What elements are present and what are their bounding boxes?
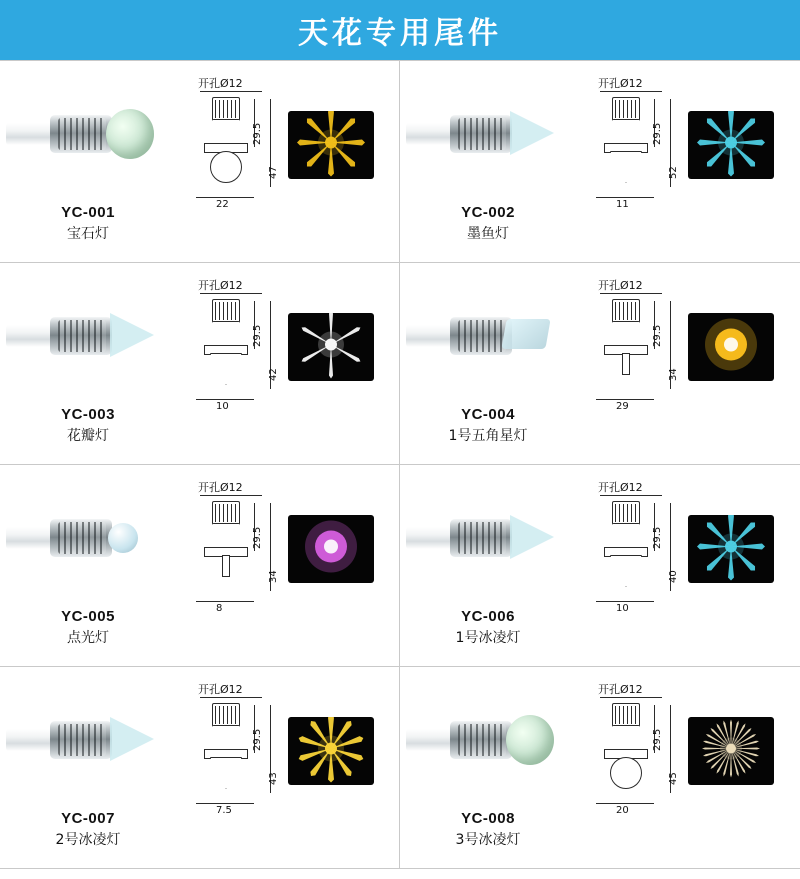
- part-outline: [204, 703, 246, 773]
- metal-housing: [50, 317, 112, 355]
- width-dim: 20: [616, 805, 629, 816]
- lens-tip: [510, 515, 554, 559]
- hole-size-label: 开孔Ø12: [198, 481, 243, 494]
- part-cap: [212, 501, 240, 525]
- part-cap: [212, 703, 240, 727]
- product-photo: [6, 689, 156, 799]
- beam-glow: [688, 515, 774, 583]
- inner-length-dim: 29.5: [252, 324, 263, 347]
- product-caption: [418, 606, 558, 648]
- beam-glow: [288, 111, 374, 179]
- metal-housing: [450, 519, 512, 557]
- hole-size-label: 开孔Ø12: [598, 279, 643, 292]
- inner-length-dim: 29.5: [252, 526, 263, 549]
- beam-glow: [288, 313, 374, 381]
- width-dim: 10: [616, 603, 629, 614]
- part-cap: [212, 97, 240, 121]
- width-dim: 7.5: [216, 805, 232, 816]
- beam-glow: [688, 313, 774, 381]
- part-lens: [610, 757, 642, 789]
- part-cap: [612, 299, 640, 323]
- total-length-dim: 40: [668, 570, 679, 583]
- beam-pattern-photo: [688, 313, 774, 381]
- product-code: YC-004: [461, 405, 515, 423]
- product-name: 1号五角星灯: [448, 427, 528, 444]
- product-grid: [0, 60, 800, 869]
- part-lens: [210, 757, 242, 789]
- part-outline: [604, 299, 646, 369]
- lens-tip: [506, 715, 554, 765]
- part-outline: [604, 97, 646, 167]
- product-caption: [418, 808, 558, 850]
- part-cap: [612, 703, 640, 727]
- inner-length-dim: 29.5: [652, 526, 663, 549]
- total-length-dim: 42: [268, 368, 279, 381]
- product-cell: [0, 61, 400, 263]
- product-cell: [0, 263, 400, 465]
- beam-glow: [288, 515, 374, 583]
- product-photo: [6, 487, 156, 597]
- part-outline: [604, 501, 646, 571]
- total-length-dim: 34: [668, 368, 679, 381]
- total-length-dim: 45: [668, 772, 679, 785]
- beam-pattern-photo: [288, 717, 374, 785]
- hole-size-label: 开孔Ø12: [598, 683, 643, 696]
- beam-pattern-photo: [688, 515, 774, 583]
- page-header: [0, 0, 800, 60]
- product-caption: [18, 808, 158, 850]
- product-caption: [18, 606, 158, 648]
- width-dim: 11: [616, 199, 629, 210]
- inner-length-dim: 29.5: [652, 728, 663, 751]
- hole-size-label: 开孔Ø12: [198, 683, 243, 696]
- product-caption: [18, 404, 158, 446]
- product-name: 墨鱼灯: [467, 225, 509, 242]
- product-name: 3号冰凌灯: [455, 831, 521, 848]
- beam-pattern-photo: [288, 111, 374, 179]
- product-code: YC-001: [61, 203, 115, 221]
- part-lens: [210, 353, 242, 385]
- part-lens: [210, 151, 242, 183]
- product-name: 宝石灯: [67, 225, 109, 242]
- width-dim: 8: [216, 603, 223, 614]
- part-outline: [204, 97, 246, 167]
- product-cell: [0, 667, 400, 869]
- hole-size-label: 开孔Ø12: [198, 279, 243, 292]
- metal-housing: [50, 115, 112, 153]
- product-photo: [6, 83, 156, 193]
- width-dim: 29: [616, 401, 629, 412]
- total-length-dim: 43: [268, 772, 279, 785]
- beam-pattern-photo: [688, 717, 774, 785]
- part-stem: [622, 353, 630, 375]
- lens-tip: [110, 717, 154, 761]
- product-photo: [406, 689, 556, 799]
- hole-size-label: 开孔Ø12: [598, 481, 643, 494]
- product-cell: [0, 465, 400, 667]
- metal-housing: [50, 721, 112, 759]
- product-name: 点光灯: [67, 629, 109, 646]
- product-photo: [406, 83, 556, 193]
- inner-length-dim: 29.5: [652, 122, 663, 145]
- product-code: YC-002: [461, 203, 515, 221]
- part-cap: [612, 97, 640, 121]
- part-outline: [204, 501, 246, 571]
- product-photo: [406, 487, 556, 597]
- inner-length-dim: 29.5: [252, 122, 263, 145]
- part-outline: [604, 703, 646, 773]
- inner-length-dim: 29.5: [652, 324, 663, 347]
- beam-pattern-photo: [288, 313, 374, 381]
- product-name: 1号冰凌灯: [455, 629, 521, 646]
- hole-size-label: 开孔Ø12: [198, 77, 243, 90]
- beam-glow: [688, 717, 774, 785]
- lens-tip: [110, 313, 154, 357]
- product-cell: [400, 465, 800, 667]
- product-code: YC-005: [61, 607, 115, 625]
- product-cell: [400, 263, 800, 465]
- product-name: 花瓣灯: [67, 427, 109, 444]
- page-title: 天花专用尾件: [298, 16, 502, 51]
- lens-tip: [106, 109, 154, 159]
- part-cap: [212, 299, 240, 323]
- product-code: YC-006: [461, 607, 515, 625]
- product-caption: [18, 202, 158, 244]
- part-lens: [610, 555, 642, 587]
- product-cell: [400, 667, 800, 869]
- total-length-dim: 47: [268, 166, 279, 179]
- beam-glow: [288, 717, 374, 785]
- product-code: YC-007: [61, 809, 115, 827]
- total-length-dim: 52: [668, 166, 679, 179]
- inner-length-dim: 29.5: [252, 728, 263, 751]
- metal-housing: [450, 721, 512, 759]
- product-code: YC-003: [61, 405, 115, 423]
- product-caption: [418, 202, 558, 244]
- product-photo: [6, 285, 156, 395]
- product-code: YC-008: [461, 809, 515, 827]
- part-outline: [204, 299, 246, 369]
- part-stem: [222, 555, 230, 577]
- lens-tip: [510, 111, 554, 155]
- lens-tip: [501, 319, 550, 349]
- metal-housing: [450, 115, 512, 153]
- beam-glow: [688, 111, 774, 179]
- product-name: 2号冰凌灯: [55, 831, 121, 848]
- total-length-dim: 34: [268, 570, 279, 583]
- hole-size-label: 开孔Ø12: [598, 77, 643, 90]
- metal-housing: [50, 519, 112, 557]
- beam-pattern-photo: [688, 111, 774, 179]
- product-photo: [406, 285, 556, 395]
- part-lens: [610, 151, 642, 183]
- product-caption: [418, 404, 558, 446]
- lens-tip: [108, 523, 138, 553]
- part-cap: [612, 501, 640, 525]
- product-cell: [400, 61, 800, 263]
- width-dim: 22: [216, 199, 229, 210]
- beam-pattern-photo: [288, 515, 374, 583]
- width-dim: 10: [216, 401, 229, 412]
